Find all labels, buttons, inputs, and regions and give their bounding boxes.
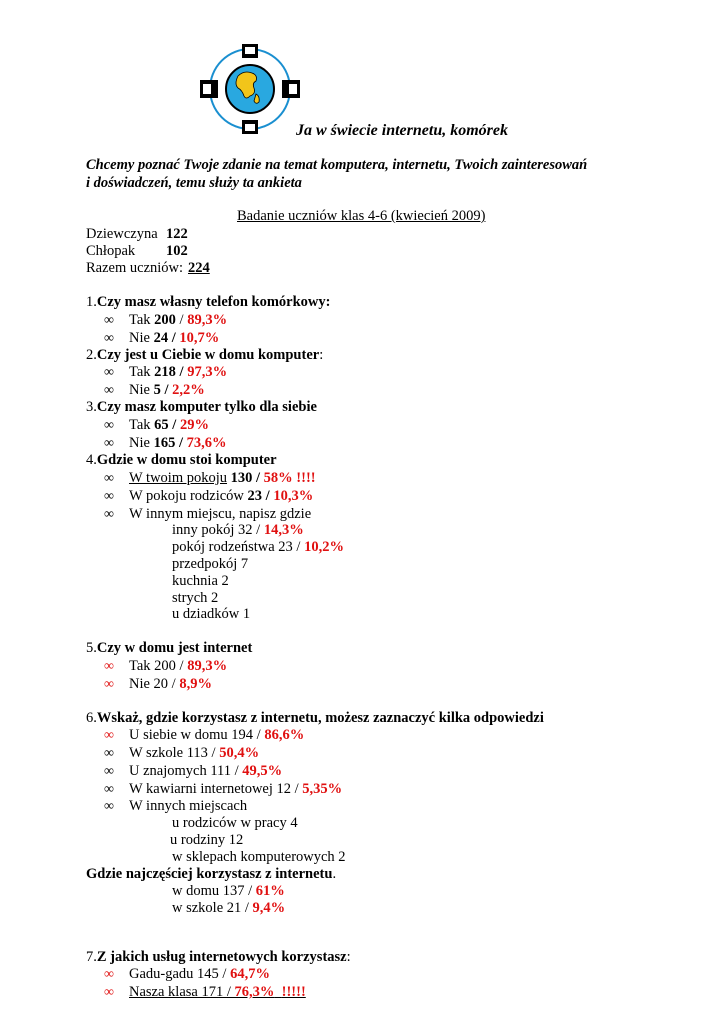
q1-text: Czy masz własny telefon komórkowy: xyxy=(96,294,331,310)
q2-text: Czy jest u Ciebie w domu komputer xyxy=(96,347,320,363)
q5-answer-yes xyxy=(129,658,227,675)
answer-percent: 49,5% xyxy=(242,763,283,779)
answer-count: 5 xyxy=(153,382,161,398)
question-2 xyxy=(86,347,323,364)
extra-question-dot: . xyxy=(332,866,337,882)
q5-answer-no xyxy=(129,676,212,693)
extra-label: w domu 137 / xyxy=(172,883,256,899)
answer-percent: 73,6% xyxy=(186,435,227,451)
separator: / xyxy=(175,364,188,380)
separator: / xyxy=(175,435,187,451)
intro-line-1: Chcemy poznać Twoje zdanie na temat komputera, internetu, Twoich zainteresowań xyxy=(86,157,588,173)
question-1 xyxy=(86,294,330,311)
q6-number: 6. xyxy=(86,710,97,726)
question-6 xyxy=(86,710,544,727)
answer-percent: 58% !!!! xyxy=(263,470,316,486)
bullet-icon: ∞ xyxy=(104,659,114,674)
total-count: 224 xyxy=(188,260,210,276)
bullet-icon: ∞ xyxy=(104,764,114,779)
answer-label: Nasza klasa 171 / xyxy=(129,984,235,1000)
extra-percent: 9,4% xyxy=(252,900,286,916)
q6-sub-computer-shops: w sklepach komputerowych 2 xyxy=(172,849,346,865)
q3-number: 3. xyxy=(86,399,97,415)
q6-sub-parents-work: u rodziców w pracy 4 xyxy=(172,815,298,831)
q4-sub-hallway: przedpokój 7 xyxy=(172,556,249,572)
bullet-icon: ∞ xyxy=(104,799,114,814)
intro-line-2: i doświadczeń, temu służy ta ankieta xyxy=(86,175,302,191)
q2-answer-yes xyxy=(129,364,227,381)
q4-sub-other-room xyxy=(172,522,304,539)
q4-text: Gdzie w domu stoi komputer xyxy=(96,452,277,468)
sub-percent: 14,3% xyxy=(263,522,304,538)
answer-label: Nie xyxy=(129,330,154,346)
q4-sub-attic: strych 2 xyxy=(172,590,219,606)
answer-percent: 76,3% xyxy=(234,984,275,1000)
q6-extra-home xyxy=(172,883,285,900)
q6-answer-home xyxy=(129,727,304,744)
answer-percent: 64,7% xyxy=(230,966,270,982)
answer-label: Tak 200 / xyxy=(129,658,188,674)
q7-colon: : xyxy=(346,949,351,965)
bullet-icon: ∞ xyxy=(104,383,114,398)
bullet-icon: ∞ xyxy=(104,436,114,451)
answer-count: 200 xyxy=(154,312,176,328)
sub-percent: 10,2% xyxy=(304,539,344,555)
q1-answer-yes xyxy=(129,312,227,329)
answer-label: W kawiarni internetowej 12 / xyxy=(129,781,303,797)
answer-percent: 10,3% xyxy=(273,488,314,504)
answer-percent: 2,2% xyxy=(172,382,205,398)
answer-emphasis: !!!!! xyxy=(281,984,306,1000)
answer-percent: 29% xyxy=(179,417,209,433)
q3-answer-no xyxy=(129,435,226,452)
question-7 xyxy=(86,949,351,966)
answer-count: 165 xyxy=(153,435,176,451)
separator: / xyxy=(175,312,188,328)
girls-count: 122 xyxy=(166,226,188,242)
q4-sub-kitchen: kuchnia 2 xyxy=(172,573,229,589)
q2-answer-no xyxy=(129,382,205,399)
q7-answer-nasza-klasa xyxy=(129,984,306,1001)
extra-label: w szkole 21 / xyxy=(172,900,253,916)
answer-label: U siebie w domu 194 / xyxy=(129,727,265,743)
answer-label: Nie xyxy=(129,382,154,398)
q6-answer-other-places: W innych miejscach xyxy=(129,798,248,814)
q2-number: 2. xyxy=(86,347,97,363)
bullet-icon: ∞ xyxy=(104,967,114,982)
q6-sub-family: u rodziny 12 xyxy=(170,832,244,848)
globe-logo-icon xyxy=(198,42,302,136)
q4-answer-parents-room xyxy=(129,488,313,505)
logo xyxy=(198,42,302,136)
answer-percent: 89,3% xyxy=(187,312,228,328)
question-5 xyxy=(86,640,252,657)
answer-percent: 86,6% xyxy=(264,727,305,743)
bullet-icon: ∞ xyxy=(104,507,114,522)
answer-count: 24 xyxy=(153,330,169,346)
answer-percent: 10,7% xyxy=(179,330,220,346)
girls-label: Dziewczyna xyxy=(86,226,158,242)
answer-label: W pokoju rodziców xyxy=(129,488,248,504)
answer-count: 218 xyxy=(154,364,176,380)
bullet-icon: ∞ xyxy=(104,489,114,504)
extra-percent: 61% xyxy=(255,883,285,899)
answer-label: U znajomych 111 / xyxy=(129,763,243,779)
q4-answer-other-place: W innym miejscu, napisz gdzie xyxy=(129,506,312,522)
separator: / xyxy=(168,330,180,346)
question-3 xyxy=(86,399,317,416)
bullet-icon: ∞ xyxy=(104,365,114,380)
extra-question-text: Gdzie najczęściej korzystasz z internetu xyxy=(86,866,333,882)
answer-count: 65 xyxy=(154,417,169,433)
answer-label: Nie xyxy=(129,435,154,451)
answer-label: Tak xyxy=(129,417,155,433)
q1-number: 1. xyxy=(86,294,97,310)
answer-percent: 8,9% xyxy=(179,676,212,692)
answer-label: Tak xyxy=(129,312,155,328)
bullet-icon: ∞ xyxy=(104,746,114,761)
total-label: Razem uczniów: xyxy=(86,260,184,276)
bullet-icon: ∞ xyxy=(104,331,114,346)
q7-number: 7. xyxy=(86,949,97,965)
q6-answer-internet-cafe xyxy=(129,781,342,798)
bullet-icon: ∞ xyxy=(104,471,114,486)
document-title: Ja w świecie internetu, komórek xyxy=(296,122,508,139)
boys-count: 102 xyxy=(166,243,188,259)
answer-percent: 50,4% xyxy=(219,745,260,761)
question-4 xyxy=(86,452,277,469)
answer-label: W twoim pokoju xyxy=(129,470,228,486)
q6-answer-school xyxy=(129,745,259,762)
q4-number: 4. xyxy=(86,452,97,468)
bullet-icon: ∞ xyxy=(104,985,114,1000)
answer-label: W szkole 113 / xyxy=(129,745,220,761)
q6-extra-question xyxy=(86,866,336,883)
q6-text: Wskaż, gdzie korzystasz z internetu, możesz zaznaczyć kilka odpowiedzi xyxy=(96,710,544,726)
answer-count: 130 / xyxy=(227,470,264,486)
answer-label: Nie 20 / xyxy=(129,676,180,692)
bullet-icon: ∞ xyxy=(104,313,114,328)
q1-answer-no xyxy=(129,330,219,347)
answer-count: 23 / xyxy=(247,488,274,504)
answer-label: Tak xyxy=(129,364,155,380)
q3-answer-yes xyxy=(129,417,209,434)
separator: / xyxy=(168,417,180,433)
sub-label: inny pokój 32 / xyxy=(172,522,264,538)
q4-sub-grandparents: u dziadków 1 xyxy=(172,606,251,622)
answer-percent: 89,3% xyxy=(187,658,228,674)
q5-text: Czy w domu jest internet xyxy=(96,640,253,656)
bullet-icon: ∞ xyxy=(104,728,114,743)
q4-sub-siblings-room xyxy=(172,539,344,556)
sub-label: pokój rodzeństwa 23 / xyxy=(172,539,305,555)
q7-answer-gadu-gadu xyxy=(129,966,270,983)
separator: / xyxy=(160,382,173,398)
answer-percent: 97,3% xyxy=(187,364,228,380)
q5-number: 5. xyxy=(86,640,97,656)
bullet-icon: ∞ xyxy=(104,782,114,797)
boys-label: Chłopak xyxy=(86,243,136,259)
answer-percent: 5,35% xyxy=(302,781,343,797)
q6-answer-friends xyxy=(129,763,282,780)
survey-title: Badanie uczniów klas 4-6 (kwiecień 2009) xyxy=(237,208,486,224)
bullet-icon: ∞ xyxy=(104,677,114,692)
q3-text: Czy masz komputer tylko dla siebie xyxy=(96,399,317,415)
q6-extra-school xyxy=(172,900,285,917)
q7-text: Z jakich usług internetowych korzystasz xyxy=(96,949,347,965)
answer-label: Gadu-gadu 145 / xyxy=(129,966,231,982)
bullet-icon: ∞ xyxy=(104,418,114,433)
q2-colon: : xyxy=(319,347,324,363)
q4-answer-own-room xyxy=(129,470,316,487)
